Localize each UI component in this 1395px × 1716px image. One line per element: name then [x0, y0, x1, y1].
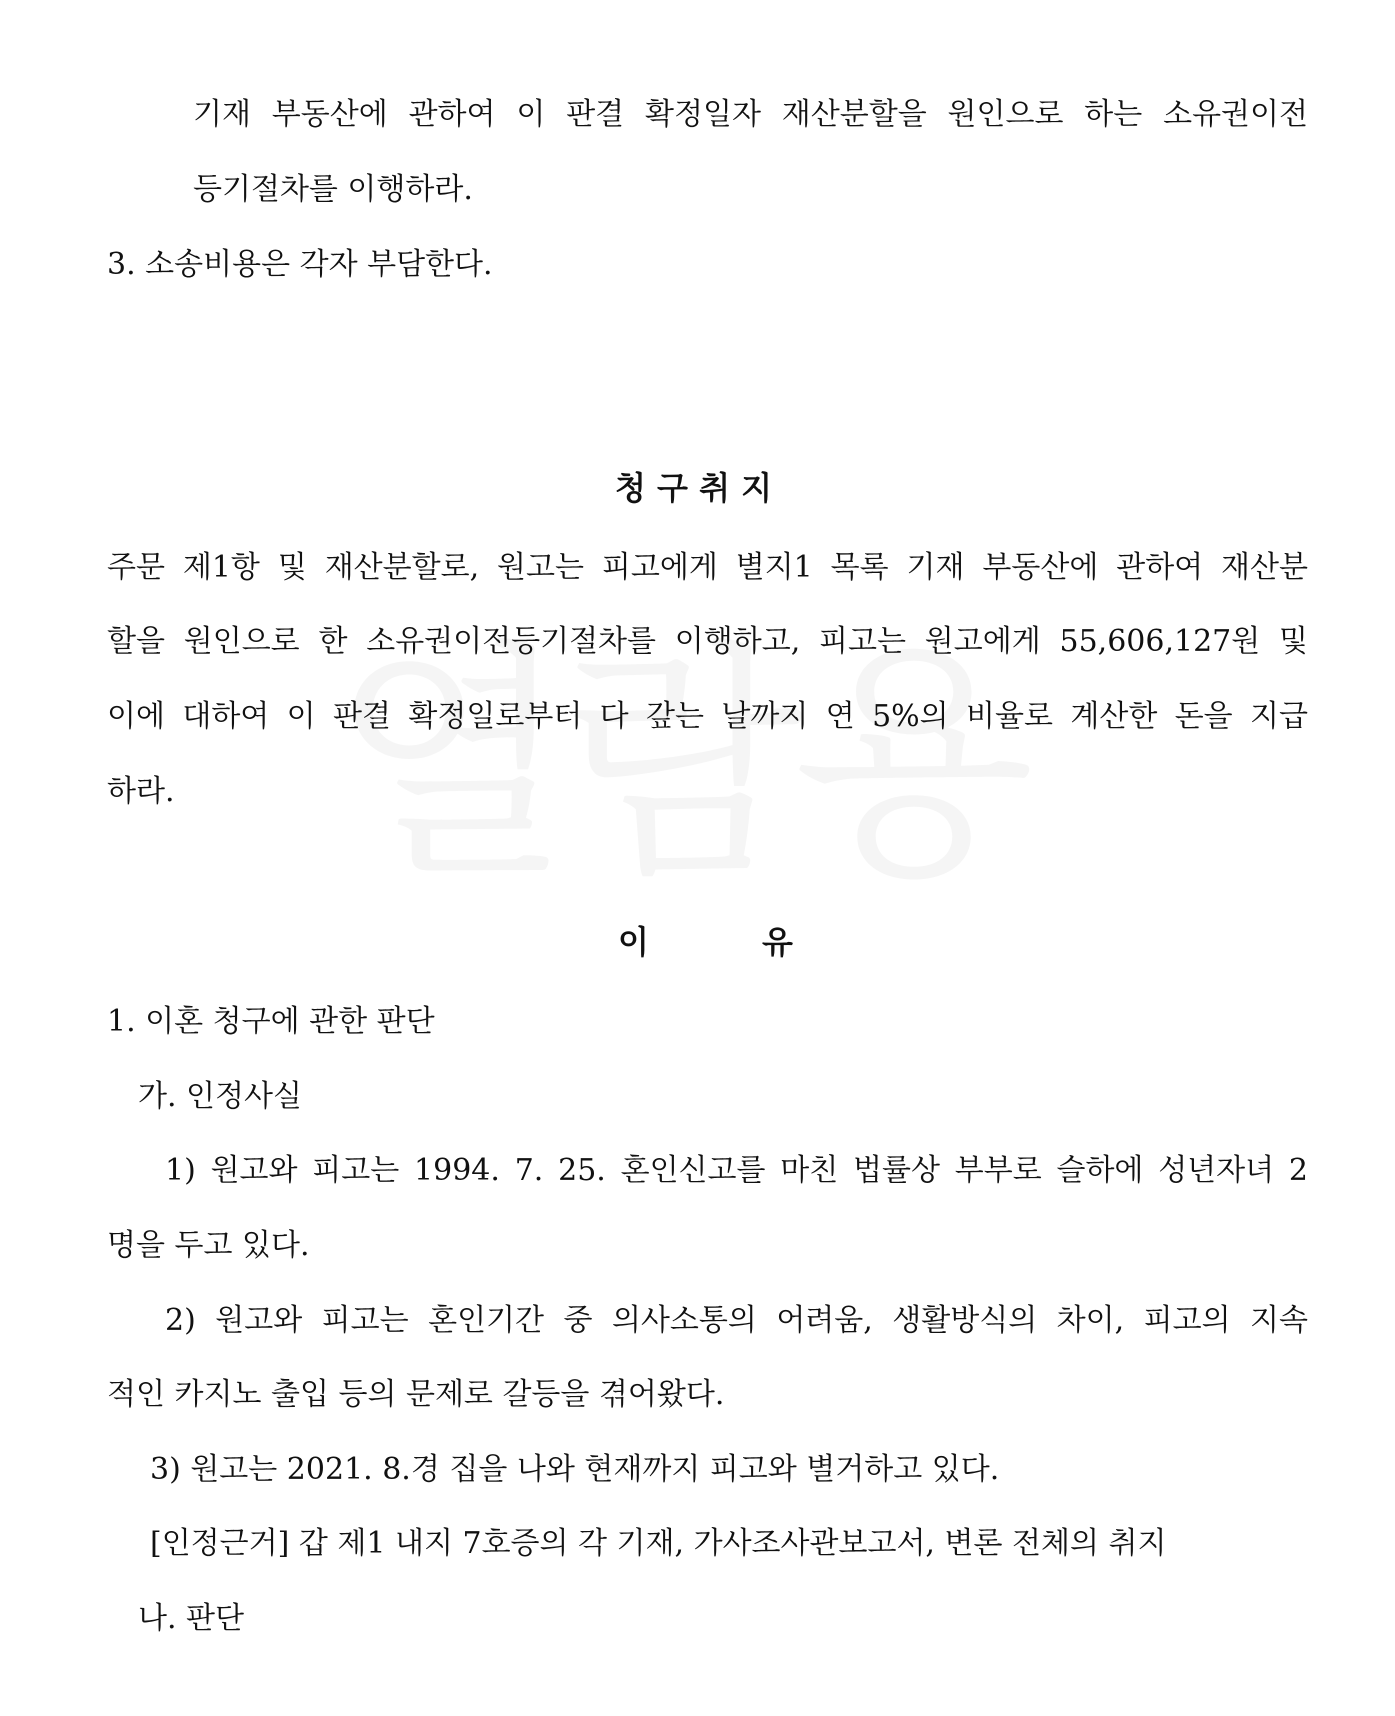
- order-item3: 3. 소송비용은 각자 부담한다.: [107, 247, 493, 282]
- section-1-heading: 1. 이혼 청구에 관한 판단: [107, 1004, 435, 1039]
- order-item2-continuation-line1: 기재 부동산에 관하여 이 판결 확정일자 재산분할을 원인으로 하는 소유권이전: [193, 97, 1308, 132]
- claim-line3: 이에 대하여 이 판결 확정일로부터 다 갚는 날까지 연 5%의 비율로 계산한 돈을 지급: [107, 699, 1308, 734]
- fact-3: 3) 원고는 2021. 8.경 집을 나와 현재까지 피고와 별거하고 있다.: [150, 1452, 1000, 1487]
- claim-line2: 할을 원인으로 한 소유권이전등기절차를 이행하고, 피고는 원고에게 55,606,127원 및: [107, 624, 1308, 659]
- fact-2-line1: 2) 원고와 피고는 혼인기간 중 의사소통의 어려움, 생활방식의 차이, 피고의 지속: [165, 1303, 1308, 1338]
- claim-line4: 하라.: [107, 774, 175, 809]
- claim-heading: 청 구 취 지: [615, 469, 773, 507]
- fact-1-line2: 명을 두고 있다.: [107, 1228, 310, 1263]
- reasons-heading-right: 유: [762, 923, 793, 961]
- fact-2-line2: 적인 카지노 출입 등의 문제로 갈등을 겪어왔다.: [107, 1377, 725, 1412]
- fact-1-line1: 1) 원고와 피고는 1994. 7. 25. 혼인신고를 마친 법률상 부부로 슬하에 성년자녀 2: [165, 1153, 1308, 1188]
- claim-line1: 주문 제1항 및 재산분할로, 원고는 피고에게 별지1 목록 기재 부동산에 관하여 재산분: [107, 550, 1308, 585]
- order-item2-continuation-line2: 등기절차를 이행하라.: [193, 172, 473, 207]
- subsection-ga-heading: 가. 인정사실: [138, 1079, 302, 1114]
- reasons-heading-left: 이: [618, 923, 649, 961]
- subsection-na-heading: 나. 판단: [138, 1601, 245, 1636]
- watermark: [330, 640, 1090, 890]
- evidence-basis: [인정근거] 갑 제1 내지 7호증의 각 기재, 가사조사관보고서, 변론 전체의 취지: [150, 1526, 1167, 1561]
